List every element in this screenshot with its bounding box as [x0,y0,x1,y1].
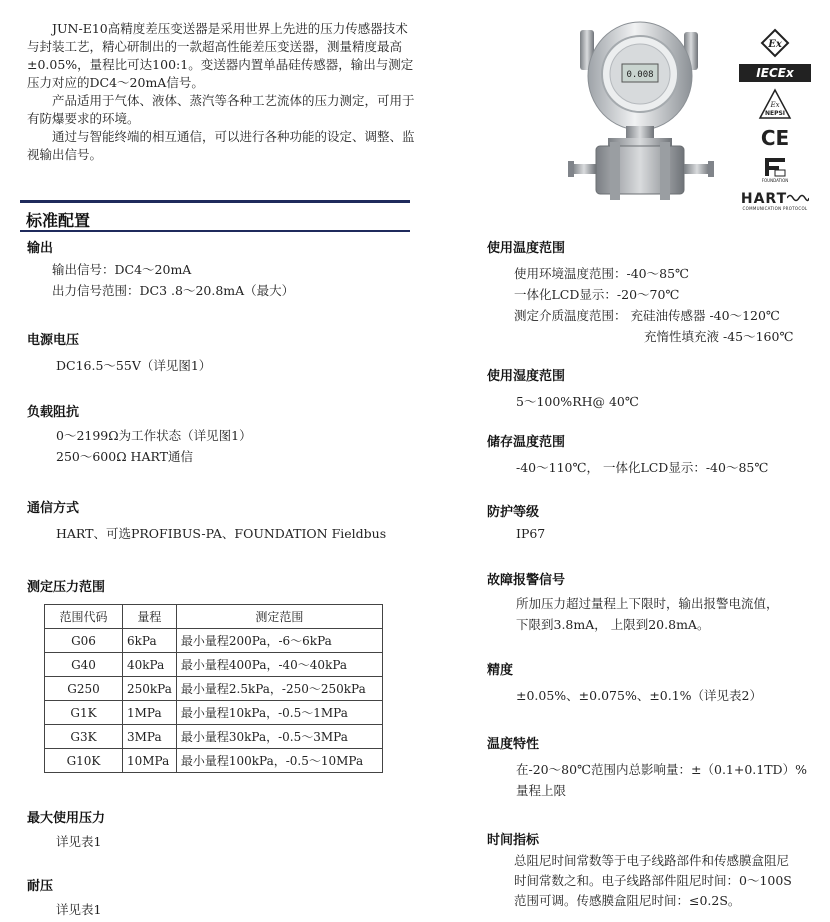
max-pressure-title: 最大使用压力 [27,811,106,826]
time-line-1: 总阻尼时间常数等于电子线路部件和传感膜盒阻尼 [514,853,790,868]
intro-text [27,20,417,164]
table-cell: 最小量程10kPa，-0.5～1MPa [176,701,382,725]
comm-value: HART、可选PROFIBUS-PA、FOUNDATION Fieldbus [56,526,387,541]
intro-paragraph-1: JUN-E10高精度差压变送器是采用世界上先进的压力传感器技术与封装工艺，精心研制出的一款超高性能差压变送器，测量精度最高±0.05%，量程比可达100:1。变送器内置单晶硅传感器，输出与测定压力对应的DC4～20mA信号。 [27,21,414,90]
table-header: 量程 [123,605,177,629]
table-cell: 最小量程2.5kPa，-250～250kPa [176,677,382,701]
storage-title: 储存温度范围 [487,435,566,450]
table-cell: G06 [45,629,123,653]
svg-text:Ex: Ex [770,101,780,109]
power-block [27,330,211,376]
table-cell: 最小量程400Pa，-40～40kPa [176,653,382,677]
table-row [45,629,383,653]
hart-logo: HART COMMUNICATION PROTOCOL [740,191,808,211]
alarm-block [487,570,779,635]
time-block [487,830,792,911]
temp-line-4: 充惰性填充液 -45～160℃ [644,329,794,344]
output-title: 输出 [27,241,54,256]
storage-value: -40～110℃， 一体化LCD显示：-40～85℃ [516,460,769,475]
table-header: 范围代码 [45,605,123,629]
svg-text:Ex: Ex [768,39,782,50]
alarm-line-1: 所加压力超过量程上下限时，输出报警电流值， [516,596,779,611]
output-signal: 输出信号：DC4～20mA [52,262,192,277]
table-header-row [45,605,383,629]
table-cell: 最小量程30kPa，-0.5～3MPa [176,725,382,749]
humidity-title: 使用湿度范围 [487,369,566,384]
time-line-2: 时间常数之和。电子线路部件阻尼时间：0～100S [514,873,792,888]
table-cell: 最小量程100kPa，-0.5～10MPa [176,749,382,773]
temp-block [487,238,793,347]
comm-title: 通信方式 [27,501,80,516]
temp-title: 使用温度范围 [487,241,566,256]
humidity-block [487,366,639,412]
table-cell: 250kPa [123,677,177,701]
power-title: 电源电压 [27,333,80,348]
table-cell: 10MPa [123,749,177,773]
ce-logo: CE [760,126,790,150]
load-title: 负载阻抗 [27,405,80,420]
temp-line-1: 使用环境温度范围：-40～85℃ [514,266,690,281]
withstand-value: 详见表1 [56,902,102,917]
transmitter-image [568,18,718,214]
time-title: 时间指标 [487,833,540,848]
range-title: 测定压力范围 [27,580,106,595]
temp-line-3: 测定介质温度范围： 充硅油传感器 -40～120℃ [514,308,780,323]
table-cell: 3MPa [123,725,177,749]
table-cell: 1MPa [123,701,177,725]
accuracy-block [487,660,762,706]
table-cell: 最小量程200Pa，-6～6kPa [176,629,382,653]
section-title: 标准配置 [26,211,91,230]
storage-block [487,432,768,478]
table-cell: 40kPa [123,653,177,677]
alarm-title: 故障报警信号 [487,573,566,588]
nepsi-logo [758,88,792,120]
range-block [27,577,105,598]
pressure-range-table [44,604,383,773]
temp-char-line-2: 量程上限 [516,783,567,798]
table-header: 测定范围 [176,605,382,629]
svg-text:NEPSI: NEPSI [764,110,786,117]
accuracy-value: ±0.05%、±0.075%、±0.1%（详见表2） [516,688,763,703]
iecex-logo: IECEx [739,64,811,82]
max-pressure-block [27,808,105,852]
withstand-title: 耐压 [27,879,54,894]
table-row [45,701,383,725]
table-cell: G40 [45,653,123,677]
output-block [27,238,294,301]
protection-value: IP67 [516,526,546,541]
table-cell: G250 [45,677,123,701]
protection-title: 防护等级 [487,505,540,520]
ex-logo [760,28,790,58]
alarm-line-2: 下限到3.8mA， 上限到20.8mA。 [516,617,710,632]
max-pressure-value: 详见表1 [56,834,102,849]
section-header [20,200,410,232]
table-cell: G10K [45,749,123,773]
table-row [45,749,383,773]
table-row [45,725,383,749]
intro-paragraph-2: 产品适用于气体、液体、蒸汽等各种工艺流体的压力测定，可用于有防爆要求的环境。 [27,93,415,126]
temp-char-line-1: 在-20～80℃范围内总影响量：±（0.1+0.1TD）% [516,762,807,777]
protection-block [487,502,545,544]
temp-char-title: 温度特性 [487,737,540,752]
table-row [45,653,383,677]
power-value: DC16.5～55V（详见图1） [56,358,212,373]
foundation-mark-icon [763,156,787,178]
accuracy-title: 精度 [487,663,514,678]
table-cell: G3K [45,725,123,749]
withstand-block [27,876,101,920]
humidity-value: 5～100%RH@ 40℃ [516,394,639,409]
wave-icon [787,193,809,203]
load-line-1: 0～2199Ω为工作状态（详见图1） [56,428,252,443]
temp-char-block [487,734,807,801]
display-readout: 0.008 [626,70,654,80]
foundation-logo: FOUNDATION [755,156,795,186]
table-cell: 6kPa [123,629,177,653]
table-cell: G1K [45,701,123,725]
comm-block [27,498,386,544]
intro-paragraph-3: 通过与智能终端的相互通信，可以进行各种功能的设定、调整、监视输出信号。 [27,129,415,162]
table-row [45,677,383,701]
output-range: 出力信号范围：DC3 .8～20.8mA（最大） [52,283,295,298]
certification-logos [735,28,815,218]
time-line-3: 范围可调。传感膜盒阻尼时间：≤0.2S。 [514,893,741,908]
temp-line-2: 一体化LCD显示：-20～70℃ [514,287,680,302]
load-line-2: 250～600Ω HART通信 [56,449,194,464]
load-block [27,402,252,467]
